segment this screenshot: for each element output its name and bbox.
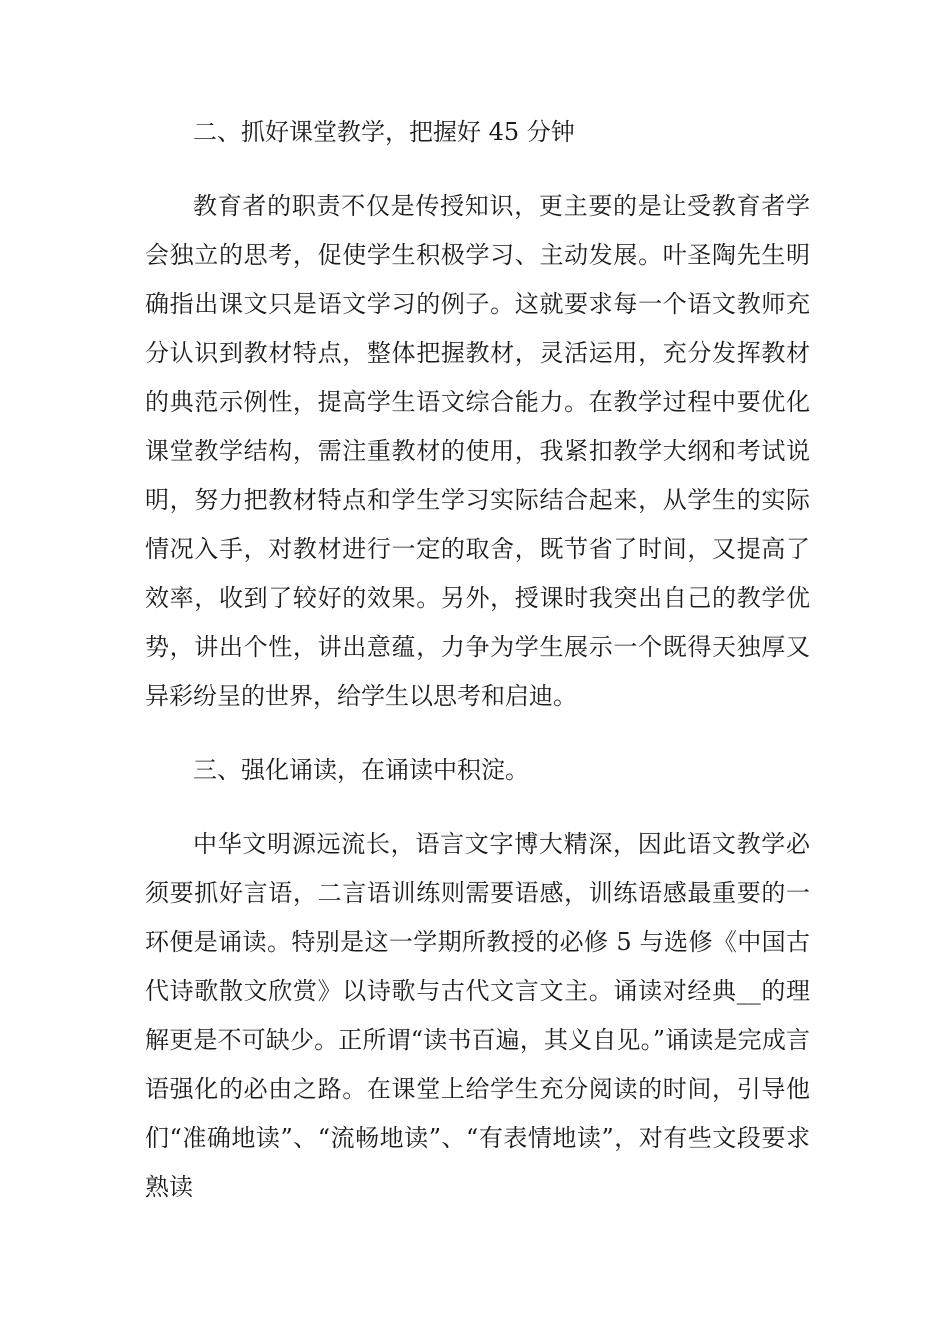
section-3-heading: 三、强化诵读，在诵读中积淀。 — [193, 756, 529, 784]
spacer — [145, 721, 810, 746]
spacer — [145, 795, 810, 820]
spacer — [145, 157, 810, 182]
section-3-paragraph: 中华文明源远流长，语言文字博大精深，因此语文教学必须要抓好言语，二言语训练则需要语感，训练语感最重要的一环便是诵读。特别是这一学期所教授的必修 5 与选修《中国古代诗歌散文欣赏》以诗歌与古代文言文主。诵读对经典__的理解更是不可缺少。正所谓“读书百遍，其义自见。”诵读是完成言语强化的必由之路。在课堂上给学生充分阅读的时间，引导他们“准确地读”、“流畅地读”、“有表情地读”，对有些文段要求熟读 — [145, 830, 810, 1201]
section-2-paragraph: 教育者的职责不仅是传授知识，更主要的是让受教育者学会独立的思考，促使学生积极学习、主动发展。叶圣陶先生明确指出课文只是语文学习的例子。这就要求每一个语文教师充分认识到教材特点，整体把握教材，灵活运用，充分发挥教材的典范示例性，提高学生语文综合能力。在教学过程中要优化课堂教学结构，需注重教材的使用，我紧扣教学大纲和考试说明，努力把教材特点和学生学习实际结合起来，从学生的实际情况入手，对教材进行一定的取舍，既节省了时间，又提高了效率，收到了较好的效果。另外，授课时我突出自己的教学优势，讲出个性，讲出意蕴，力争为学生展示一个既得天独厚又异彩纷呈的世界，给学生以思考和启迪。 — [145, 192, 810, 710]
document-body — [145, 108, 810, 1212]
section-2-heading: 二、抓好课堂教学，把握好 45 分钟 — [193, 118, 575, 146]
